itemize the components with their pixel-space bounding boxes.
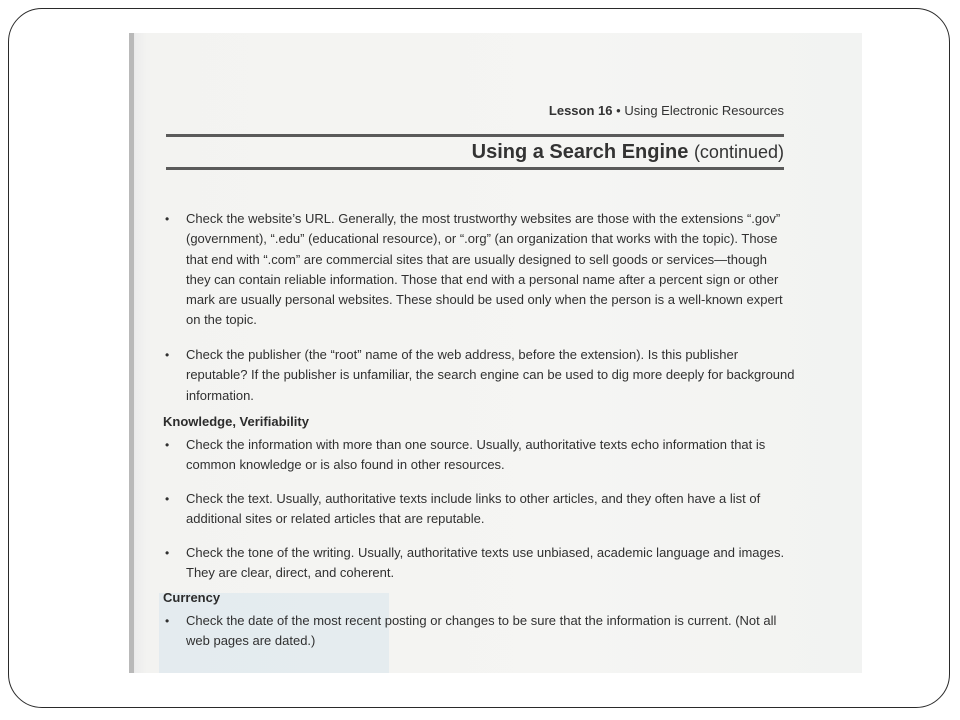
title-main: Using a Search Engine: [471, 141, 689, 163]
title-continued: (continued): [693, 142, 784, 162]
lesson-topic: Using Electronic Resources: [624, 103, 784, 118]
lesson-header: [549, 103, 784, 118]
bullet-text: Check the information with more than one source. Usually, authoritative texts echo information that is common knowledge or is also found in other resources.: [186, 437, 766, 473]
bullet-text: Check the website’s URL. Generally, the most trustworthy websites are those with the extensions “.gov” (government), “.edu” (educational resource), or “.org” (an organization that works with the topic). Those that end with “.com” are commercial sites that are usually designed to sell goods or services—though they can contain reliable information. Those that end with a personal name after a percent sign or other mark are usually personal websites. These should be used only when the person is a well-known expert on the topic.: [186, 211, 783, 328]
title-rule-top: [166, 134, 784, 137]
bullet-marker: •: [165, 212, 170, 226]
bullet-text: Check the text. Usually, authoritative texts include links to other articles, and they often have a list of additional sites or related articles that are reputable.: [186, 491, 761, 527]
page-title: [472, 141, 784, 164]
list-item: [165, 435, 795, 476]
bullet-marker: •: [165, 438, 170, 452]
bullet-text: Check the tone of the writing. Usually, authoritative texts use unbiased, academic language and images. They are clear, direct, and coherent.: [186, 545, 785, 581]
list-item: [165, 611, 795, 652]
section-heading-currency: Currency: [163, 590, 221, 605]
bullet-text: Check the date of the most recent posting or changes to be sure that the information is current. (Not all web pages are dated.): [186, 613, 777, 649]
bullet-marker: •: [165, 492, 170, 506]
bullet-text: Check the publisher (the “root” name of the web address, before the extension). Is this publisher reputable? If the publisher is unfamiliar, the search engine can be used to dig more deeply for background information.: [186, 347, 795, 403]
lesson-separator: •: [616, 103, 621, 118]
bullet-marker: •: [165, 546, 170, 560]
list-item: [165, 209, 795, 331]
title-rule-bottom: [166, 167, 784, 170]
scanned-page: [129, 33, 862, 673]
list-item: [165, 489, 795, 530]
list-item: [165, 345, 795, 406]
slide-frame: [8, 8, 950, 708]
bullet-marker: •: [165, 348, 170, 362]
section-heading-knowledge: Knowledge, Verifiability: [163, 414, 309, 429]
lesson-label: Lesson 16: [548, 103, 613, 118]
bullet-marker: •: [165, 614, 170, 628]
list-item: [165, 543, 795, 584]
